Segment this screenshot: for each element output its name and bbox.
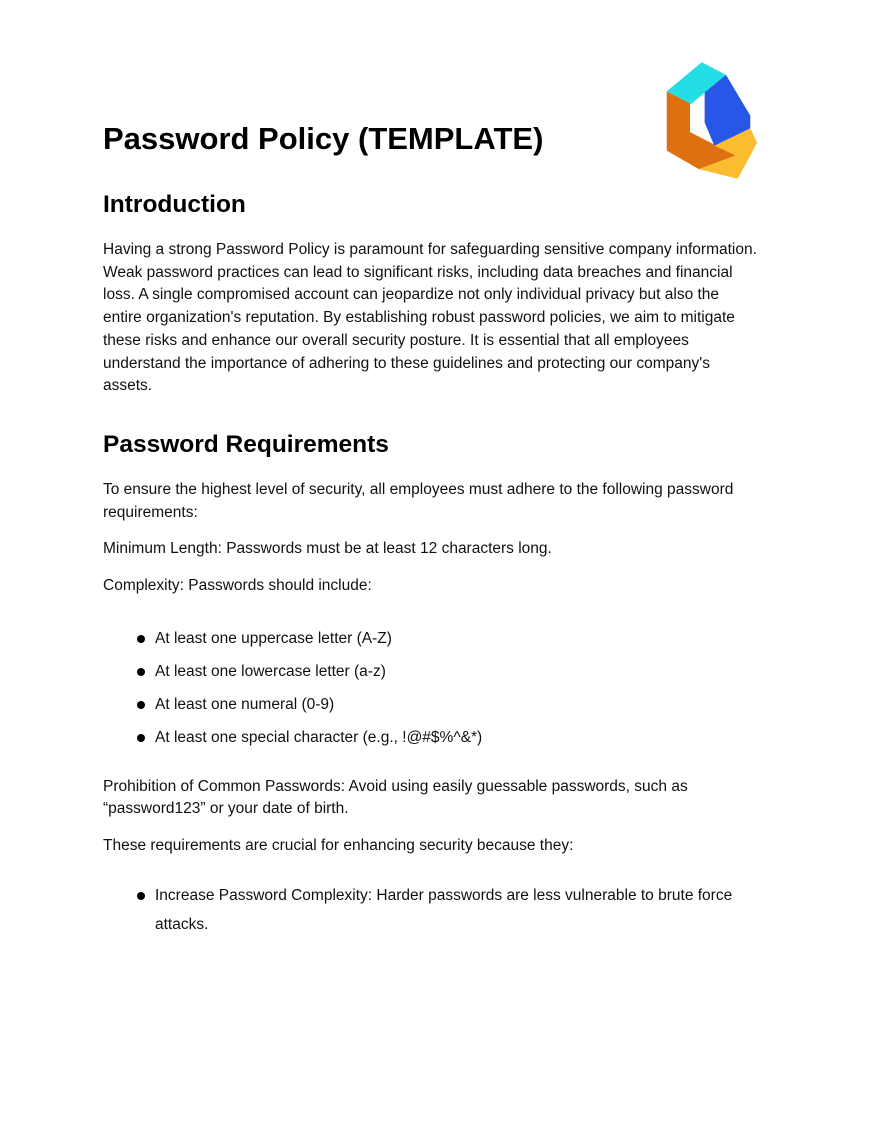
section-heading-password-requirements: Password Requirements: [103, 430, 389, 458]
document-title: Password Policy (TEMPLATE): [103, 121, 544, 156]
section-heading-introduction: Introduction: [103, 191, 246, 218]
bullet-item: At least one special character (e.g., !@#$%^&*): [103, 723, 757, 752]
rationale-intro-paragraph: These requirements are crucial for enhancing security because they:: [103, 837, 574, 855]
complexity-paragraph: Complexity: Passwords should include:: [103, 577, 372, 595]
rationale-bullet-list: [103, 881, 757, 939]
minimum-length-paragraph: Minimum Length: Passwords must be at least 12 characters long.: [103, 540, 552, 558]
bullet-item: At least one lowercase letter (a-z): [103, 657, 757, 686]
complexity-bullet-list: [103, 624, 757, 752]
introduction-paragraph: Having a strong Password Policy is paramount for safeguarding sensitive company information. Weak password practices can lead to significant risks, including data breaches and financial loss. A single compromised account can jeopardize not only individual privacy but also the entire organization's reputation. By establishing robust password policies, we aim to mitigate these risks and enhance our overall security posture. It is essential that all employees understand the importance of adhering to these guidelines and protecting our company's assets.: [103, 241, 757, 395]
prohibition-paragraph: Prohibition of Common Passwords: Avoid using easily guessable passwords, such as “password123” or your date of birth.: [103, 777, 688, 818]
bullet-item: Increase Password Complexity: Harder passwords are less vulnerable to brute force attacks.: [103, 881, 757, 939]
document-content: [0, 120, 869, 939]
requirements-intro-paragraph: To ensure the highest level of security, all employees must adhere to the following password requirements:: [103, 480, 734, 521]
bullet-item: At least one uppercase letter (A-Z): [103, 624, 757, 653]
bullet-item: At least one numeral (0-9): [103, 690, 757, 719]
company-logo-icon: [658, 60, 760, 182]
